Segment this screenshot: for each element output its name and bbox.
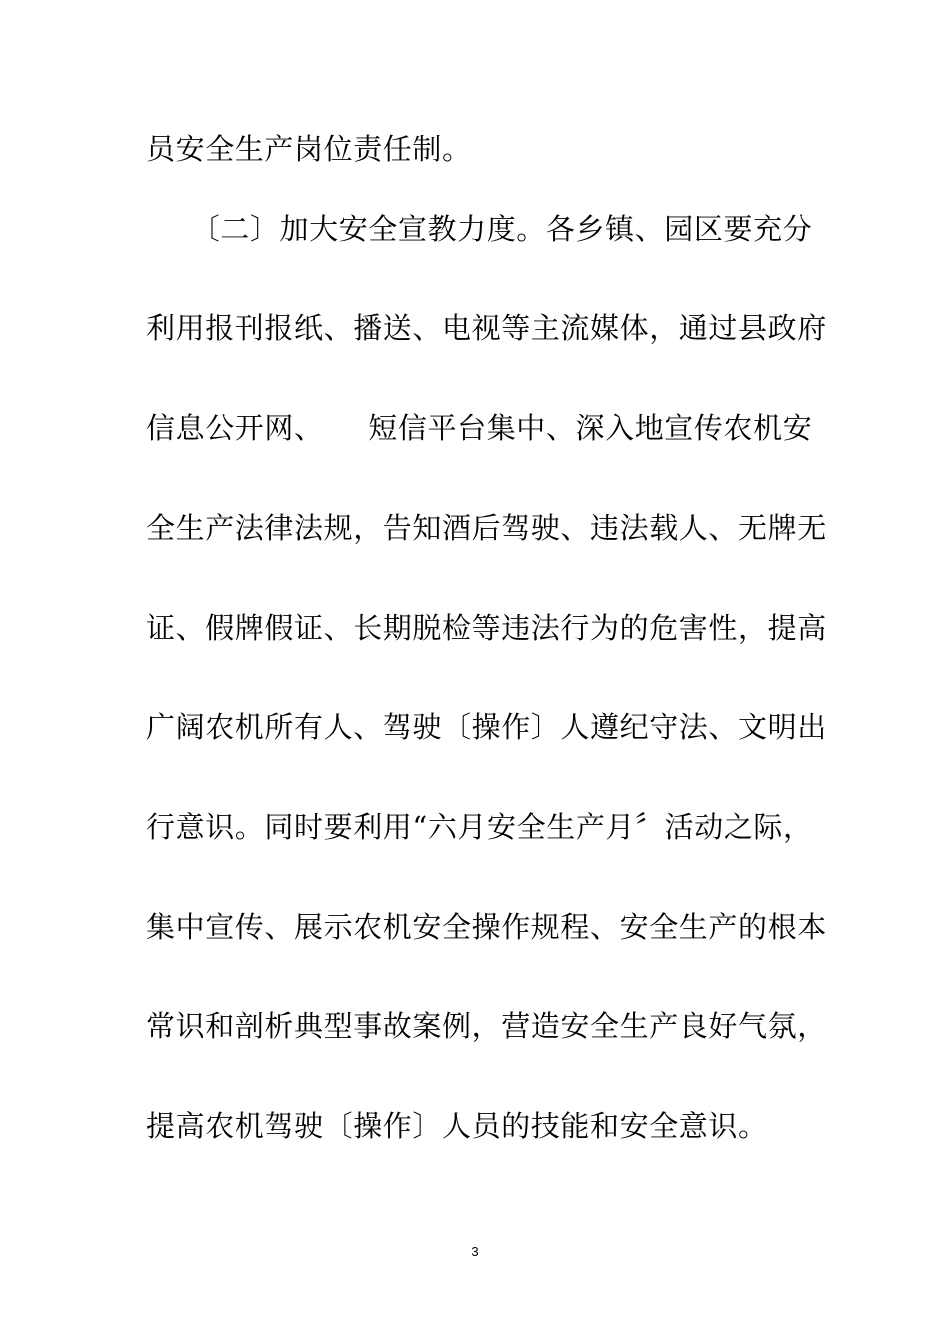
body-text-line: 信息公开网、 短信平台集中、深入地宣传农机安 bbox=[146, 411, 813, 445]
body-text-line: 集中宣传、展示农机安全操作规程、安全生产的根本 bbox=[146, 910, 827, 944]
body-text-line: 常识和剖析典型事故案例，营造安全生产良好气氛， bbox=[146, 1009, 827, 1043]
body-text-line: 提高农机驾驶〔操作〕人员的技能和安全意识。 bbox=[146, 1109, 768, 1143]
body-text-line: 员安全生产岗位责任制。 bbox=[146, 132, 472, 166]
body-text-line: 利用报刊报纸、播送、电视等主流媒体，通过县政府 bbox=[146, 311, 827, 345]
body-text-line: 〔二〕加大安全宣教力度。各乡镇、园区要充分 bbox=[146, 212, 813, 246]
body-text-line: 全生产法律法规，告知酒后驾驶、违法载人、无牌无 bbox=[146, 511, 827, 545]
body-text-line: 证、假牌假证、长期脱检等违法行为的危害性，提高 bbox=[146, 611, 827, 645]
body-text-line: 广阔农机所有人、驾驶〔操作〕人遵纪守法、文明出 bbox=[146, 710, 827, 744]
page-number: 3 bbox=[471, 1244, 479, 1259]
body-text-line: 行意识。同时要利用“六月安全生产月〞活动之际， bbox=[146, 810, 813, 844]
